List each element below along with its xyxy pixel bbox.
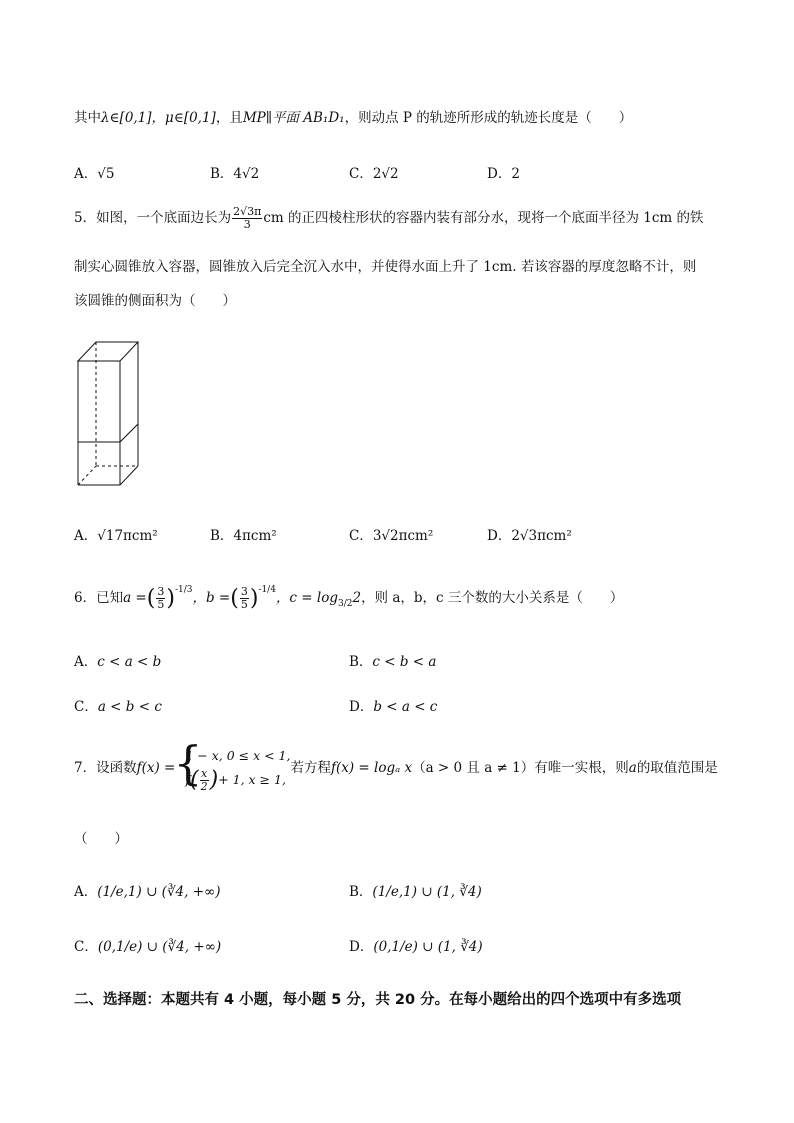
q6-option-d[interactable]: D．b < a < c (349, 699, 438, 715)
q4-option-b[interactable]: B．4√2 (210, 166, 260, 182)
q5-option-a[interactable]: A．√17πcm² (74, 528, 158, 544)
q7-option-d[interactable]: D．(0,1/e) ∪ (1, ∛4) (349, 939, 483, 955)
q7-answer-paren: （ ） (74, 831, 128, 847)
q6-option-c[interactable]: C．a < b < c (74, 699, 162, 715)
q4-option-c[interactable]: C．2√2 (349, 166, 399, 182)
q6-option-b[interactable]: B．c < b < a (349, 654, 437, 670)
q7-stem: 7．设函数f(x) = { 1 − x, 0 ≤ x < 1, f( $\frac{x}{2}$ )+ 1, x ≥ 1, 若方程f(x) = logₐ x（a > 0 且 a ≠ 1）有唯一实根，则a的取值范围是 (74, 744, 718, 793)
q4-stem: 其中λ∈[0,1]，μ∈[0,1]，且MP∥平面 AB₁D₁，则动点 P 的轨迹所形成的轨迹长度是（ ） (74, 110, 633, 126)
q7-function-name: f(x) = (136, 760, 176, 776)
q7-option-a[interactable]: A．(1/e,1) ∪ (∛4, +∞) (74, 884, 221, 900)
q4-plane: MP∥平面 AB₁D₁ (242, 110, 345, 126)
q5-option-d[interactable]: D．2√3πcm² (487, 528, 572, 544)
q7-equation: f(x) = logₐ x (330, 760, 413, 776)
q6-option-a[interactable]: A．c < a < b (74, 654, 162, 670)
q7-option-c[interactable]: C．(0,1/e) ∪ (∛4, +∞) (74, 939, 222, 955)
q5-stem-line2: 制实心圆锥放入容器，圆锥放入后完全沉入水中，并使得水面上升了 1cm. 若该容器的厚度忽略不计，则 (74, 259, 697, 275)
q7-piecewise (175, 744, 290, 793)
q5-prism-figure (74, 336, 144, 491)
q7-case-1: { 1 − x, 0 ≤ x < 1, (185, 748, 291, 763)
section-2-heading: 二、选择题：本题共有 4 小题，每小题 5 分，共 20 分。在每小题给出的四个选项中有多选项 (74, 992, 682, 1008)
q4-option-a[interactable]: A．√5 (74, 166, 115, 182)
q5-option-c[interactable]: C．3√2πcm² (349, 528, 434, 544)
q6-a-base: $\frac{3}{5}$ (157, 585, 165, 611)
q7-option-b[interactable]: B．(1/e,1) ∪ (1, ∛4) (349, 884, 482, 900)
q6-b-exponent: -1/4 (258, 585, 276, 595)
q5-side-length-fraction: $\frac{2√3\pi}{3}$ (233, 205, 262, 231)
q5-stem-line1: 5．如图，一个底面边长为 $\frac{2√3\pi}{3}$ cm 的正四棱柱形状的容器内装有部分水，现将一个底面半径为 1cm 的铁 (74, 205, 704, 231)
q7-case-2: f( $\frac{x}{2}$ )+ 1, x ≥ 1, (185, 767, 286, 793)
q6-b-base: $\frac{3}{5}$ (240, 585, 248, 611)
q6-stem: 6．已知a =( $\frac{3}{5}$ )$^{-1/3}$，b =( $\frac{3}{5}$ )$^{-1/4}$，$c = \log_{3/2}2$，则 a，b，c 三个数的大小关系是（ ） (74, 585, 624, 611)
q5-option-b[interactable]: B．4πcm² (210, 528, 277, 544)
q4-param-range: λ∈[0,1]，μ∈[0,1] (101, 110, 216, 126)
q5-stem-line3: 该圆锥的侧面积为（ ） (74, 293, 236, 309)
q4-option-d[interactable]: D．2 (487, 166, 520, 182)
q6-log-base: 3/2 (337, 599, 353, 609)
q6-a-exponent: -1/3 (174, 585, 193, 595)
